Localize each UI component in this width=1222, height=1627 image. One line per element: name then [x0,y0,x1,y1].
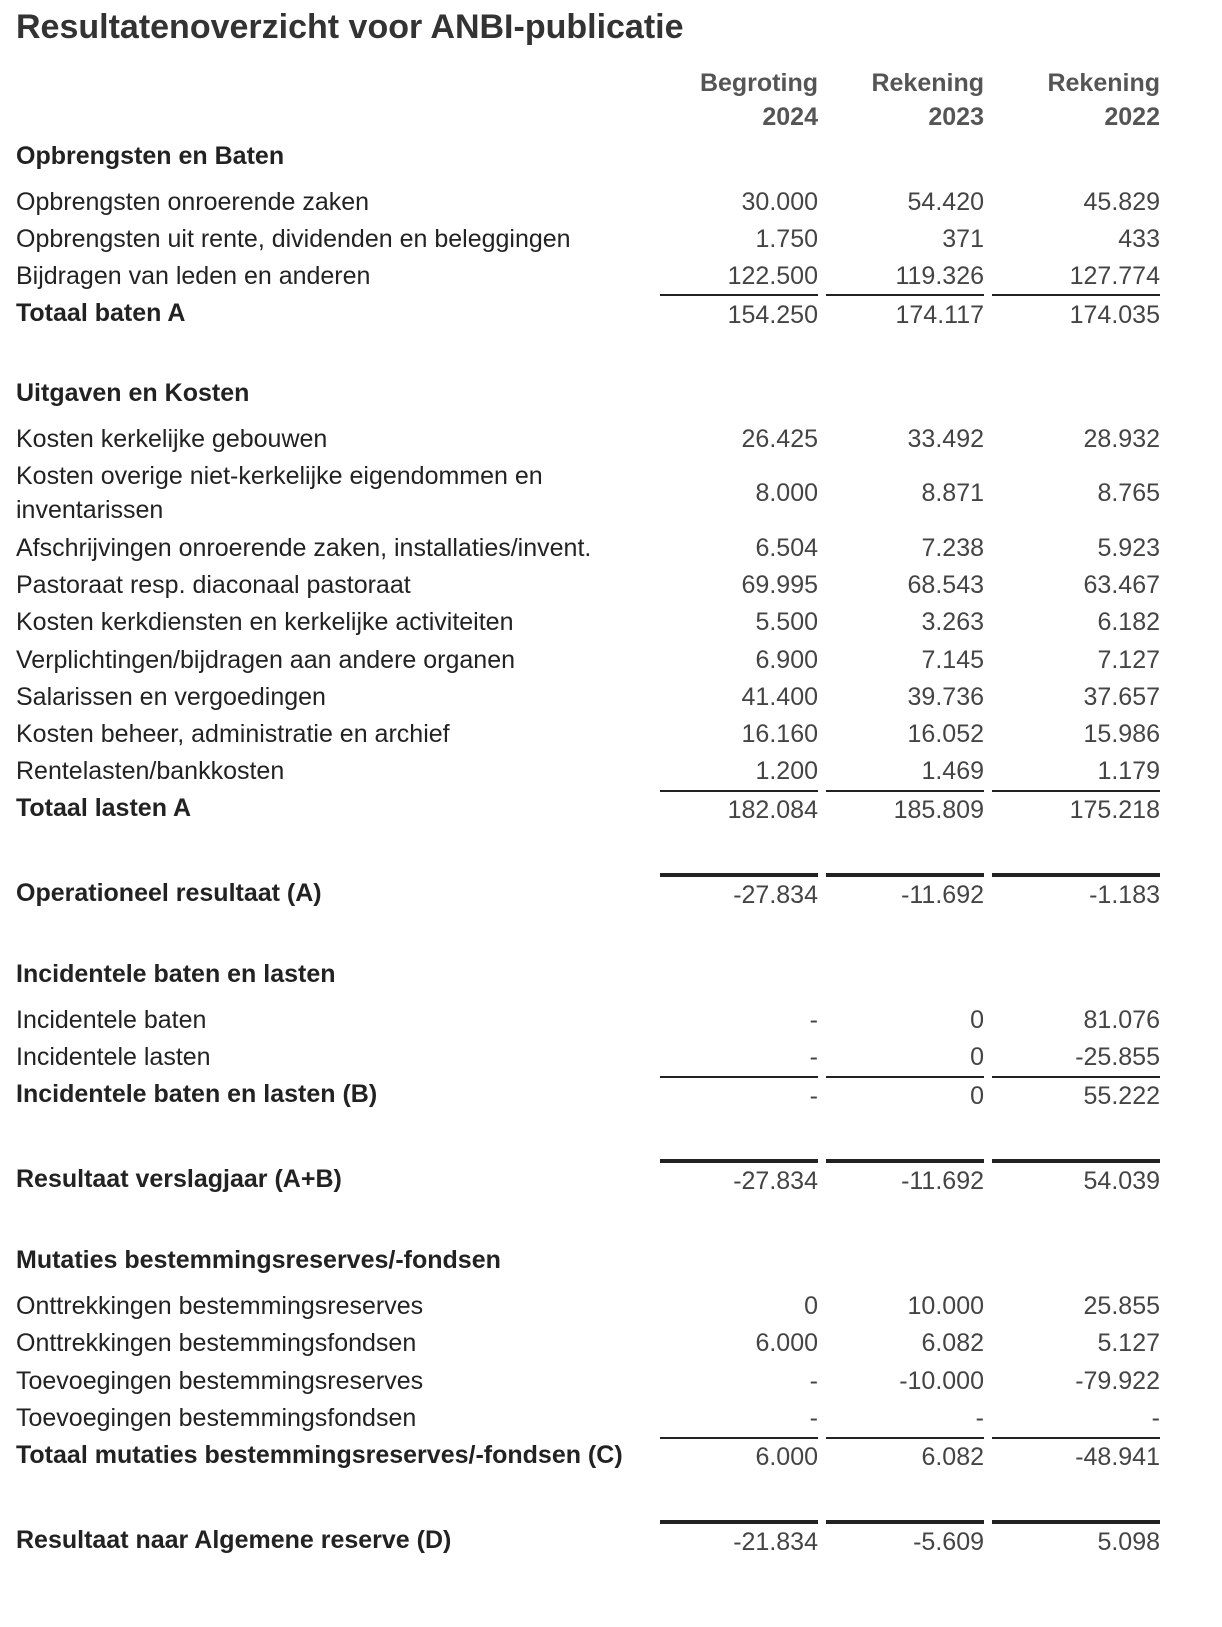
result-label: Operationeel resultaat (A) [16,879,322,907]
page-title: Resultatenoverzicht voor ANBI-publicatie [16,8,684,46]
row-label: Kosten beheer, administratie en archief [16,720,450,748]
result-value-col1: -27.834 [733,1167,818,1195]
total-value-col1: - [809,1082,818,1110]
result-value-col3: 5.098 [1097,1528,1160,1556]
double-rule [660,1159,818,1163]
row-label-continued: inventarissen [16,496,164,524]
result-value-col1: -27.834 [733,881,818,909]
row-value-col3: 28.932 [1083,425,1160,453]
result-label: Resultaat naar Algemene reserve (D) [16,1526,452,1554]
row-value-col1: - [809,1404,818,1432]
total-rule [992,294,1160,296]
double-rule [992,873,1160,877]
total-label: Totaal lasten A [16,794,192,822]
row-value-col1: 1.200 [755,757,818,785]
row-value-col1: 122.500 [727,262,818,290]
row-value-col2: 8.871 [921,479,984,507]
total-value-col3: 174.035 [1069,301,1160,329]
result-value-col3: 54.039 [1083,1167,1160,1195]
column-header-label: Rekening [871,69,984,97]
result-value-col3: -1.183 [1089,881,1160,909]
row-value-col1: 6.504 [755,534,818,562]
row-value-col3: 5.127 [1097,1329,1160,1357]
result-value-col2: -5.609 [913,1528,984,1556]
row-label: Incidentele lasten [16,1043,211,1071]
row-value-col1: 6.000 [755,1329,818,1357]
total-value-col3: -48.941 [1075,1443,1160,1471]
row-value-col2: 16.052 [907,720,984,748]
column-header-label: Rekening [1047,69,1160,97]
row-value-col1: 69.995 [741,571,818,599]
total-rule [826,1437,984,1439]
row-label: Kosten overige niet-kerkelijke eigendommen en [16,462,543,490]
section-heading: Incidentele baten en lasten [16,960,336,988]
row-value-col3: 5.923 [1097,534,1160,562]
row-label: Opbrengsten uit rente, dividenden en beleggingen [16,225,571,253]
total-value-col2: 174.117 [895,301,984,329]
section-heading: Opbrengsten en Baten [16,142,285,170]
row-label: Toevoegingen bestemmingsreserves [16,1367,424,1395]
total-rule [826,1076,984,1078]
row-label: Onttrekkingen bestemmingsreserves [16,1292,424,1320]
row-value-col2: 54.420 [907,188,984,216]
total-value-col1: 154.250 [727,301,818,329]
row-value-col2: 68.543 [907,571,984,599]
row-value-col3: 45.829 [1083,188,1160,216]
double-rule [826,1520,984,1524]
section-heading: Mutaties bestemmingsreserves/-fondsen [16,1246,501,1274]
double-rule [826,1159,984,1163]
row-value-col1: 8.000 [755,479,818,507]
row-label: Salarissen en vergoedingen [16,683,326,711]
row-label: Kosten kerkdiensten en kerkelijke activiteiten [16,608,514,636]
row-value-col2: 119.326 [895,262,984,290]
row-value-col1: 6.900 [755,646,818,674]
total-value-col2: 185.809 [893,796,984,824]
row-value-col2: -10.000 [899,1367,984,1395]
total-value-col2: 6.082 [921,1443,984,1471]
row-value-col1: - [809,1367,818,1395]
row-value-col3: 7.127 [1097,646,1160,674]
row-value-col1: - [809,1043,818,1071]
row-value-col3: -25.855 [1075,1043,1160,1071]
total-rule [826,294,984,296]
total-label: Totaal baten A [16,299,186,327]
row-value-col3: 433 [1118,225,1160,253]
column-header-3 [1047,66,1160,134]
row-label: Incidentele baten [16,1006,207,1034]
row-value-col1: 41.400 [741,683,818,711]
result-label: Resultaat verslagjaar (A+B) [16,1165,342,1193]
total-rule [660,1076,818,1078]
result-value-col2: -11.692 [901,881,984,909]
result-value-col1: -21.834 [733,1528,818,1556]
total-value-col1: 6.000 [755,1443,818,1471]
row-value-col2: 7.145 [921,646,984,674]
row-value-col2: 33.492 [907,425,984,453]
double-rule [826,873,984,877]
row-value-col3: 15.986 [1083,720,1160,748]
total-value-col3: 175.218 [1069,796,1160,824]
total-rule [660,294,818,296]
total-rule [992,1076,1160,1078]
column-header-year: 2024 [762,103,818,131]
double-rule [992,1520,1160,1524]
row-value-col1: - [809,1006,818,1034]
row-value-col2: 7.238 [921,534,984,562]
row-value-col3: 63.467 [1083,571,1160,599]
row-value-col3: 37.657 [1083,683,1160,711]
total-value-col1: 182.084 [727,796,818,824]
column-header-2 [871,66,984,134]
result-value-col2: -11.692 [901,1167,984,1195]
row-value-col3: 81.076 [1083,1006,1160,1034]
total-rule [660,790,818,792]
column-header-1 [700,66,818,134]
row-value-col3: 8.765 [1097,479,1160,507]
total-value-col2: 0 [970,1082,984,1110]
total-label: Totaal mutaties bestemmingsreserves/-fondsen (C) [16,1441,623,1469]
row-label: Kosten kerkelijke gebouwen [16,425,328,453]
row-value-col2: 6.082 [921,1329,984,1357]
row-value-col1: 1.750 [755,225,818,253]
row-label: Onttrekkingen bestemmingsfondsen [16,1329,417,1357]
row-value-col2: 10.000 [907,1292,984,1320]
row-label: Rentelasten/bankkosten [16,757,285,785]
row-value-col1: 16.160 [741,720,818,748]
row-label: Bijdragen van leden en anderen [16,262,371,290]
row-label: Afschrijvingen onroerende zaken, installaties/invent. [16,534,592,562]
double-rule [992,1159,1160,1163]
row-value-col3: 127.774 [1069,262,1160,290]
row-value-col2: 1.469 [921,757,984,785]
row-value-col2: 0 [970,1006,984,1034]
column-header-year: 2023 [928,103,984,131]
row-value-col1: 26.425 [741,425,818,453]
total-label: Incidentele baten en lasten (B) [16,1080,378,1108]
row-label: Opbrengsten onroerende zaken [16,188,370,216]
row-value-col3: -79.922 [1075,1367,1160,1395]
row-value-col3: 1.179 [1097,757,1160,785]
row-label: Toevoegingen bestemmingsfondsen [16,1404,417,1432]
row-value-col2: - [975,1404,984,1432]
section-heading: Uitgaven en Kosten [16,379,250,407]
row-value-col2: 371 [942,225,984,253]
double-rule [660,1520,818,1524]
row-value-col2: 0 [970,1043,984,1071]
row-value-col3: 25.855 [1083,1292,1160,1320]
row-value-col1: 0 [804,1292,818,1320]
total-rule [826,790,984,792]
total-rule [660,1437,818,1439]
row-value-col1: 5.500 [755,608,818,636]
total-rule [992,790,1160,792]
total-value-col3: 55.222 [1083,1082,1160,1110]
total-rule [992,1437,1160,1439]
row-value-col1: 30.000 [741,188,818,216]
row-label: Pastoraat resp. diaconaal pastoraat [16,571,411,599]
row-value-col2: 39.736 [907,683,984,711]
column-header-year: 2022 [1104,103,1160,131]
row-value-col2: 3.263 [921,608,984,636]
column-header-label: Begroting [699,69,818,97]
double-rule [660,873,818,877]
row-value-col3: 6.182 [1097,608,1160,636]
row-value-col3: - [1151,1404,1160,1432]
row-label: Verplichtingen/bijdragen aan andere organen [16,646,515,674]
